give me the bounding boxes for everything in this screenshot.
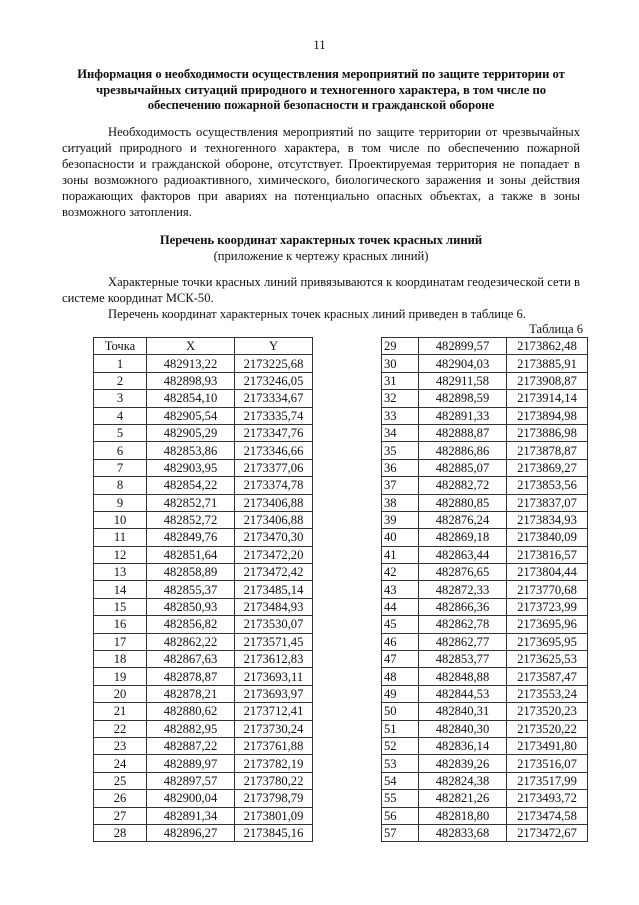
y-cell: 2173374,78 [235, 477, 313, 494]
point-cell: 34 [382, 424, 419, 441]
point-cell: 4 [94, 407, 147, 424]
point-cell: 13 [94, 564, 147, 581]
point-cell: 41 [382, 546, 419, 563]
table-row [382, 668, 588, 685]
y-cell: 2173334,67 [235, 390, 313, 407]
point-cell: 10 [94, 511, 147, 528]
y-cell: 2173571,45 [235, 633, 313, 650]
table-row [382, 633, 588, 650]
x-cell: 482887,22 [147, 737, 235, 754]
x-cell: 482866,36 [419, 598, 507, 615]
y-cell: 2173474,58 [507, 807, 588, 824]
table-row [382, 737, 588, 754]
table-row [382, 338, 588, 355]
page-number: 11 [313, 38, 326, 52]
x-cell: 482852,72 [147, 511, 235, 528]
table-row [382, 703, 588, 720]
y-cell: 2173335,74 [235, 407, 313, 424]
table-row [94, 581, 313, 598]
point-cell: 40 [382, 529, 419, 546]
table-row [94, 772, 313, 789]
point-cell: 51 [382, 720, 419, 737]
point-cell: 11 [94, 529, 147, 546]
table-row [382, 477, 588, 494]
x-cell: 482862,78 [419, 616, 507, 633]
point-cell: 21 [94, 703, 147, 720]
point-cell: 19 [94, 668, 147, 685]
table-row [382, 720, 588, 737]
table-row [382, 511, 588, 528]
x-cell: 482886,86 [419, 442, 507, 459]
x-cell: 482833,68 [419, 824, 507, 841]
x-cell: 482878,87 [147, 668, 235, 685]
table-row [94, 564, 313, 581]
y-cell: 2173804,44 [507, 564, 588, 581]
point-cell: 27 [94, 807, 147, 824]
y-cell: 2173406,88 [235, 511, 313, 528]
point-cell: 25 [94, 772, 147, 789]
x-cell: 482853,86 [147, 442, 235, 459]
table-row [94, 807, 313, 824]
x-cell: 482913,22 [147, 355, 235, 372]
table-row [382, 598, 588, 615]
table-row [382, 546, 588, 563]
table-row [94, 668, 313, 685]
y-cell: 2173493,72 [507, 790, 588, 807]
y-cell: 2173406,88 [235, 494, 313, 511]
point-cell: 30 [382, 355, 419, 372]
table-row [382, 651, 588, 668]
paragraph-text: Характерные точки красных линий привязываются к координатам геодезической сети в системе координат МСК-50. [62, 275, 580, 305]
y-cell: 2173246,05 [235, 372, 313, 389]
y-cell: 2173840,09 [507, 529, 588, 546]
x-cell: 482880,85 [419, 494, 507, 511]
point-cell: 17 [94, 633, 147, 650]
point-cell: 29 [382, 338, 419, 355]
table-row [94, 703, 313, 720]
paragraph-text: Необходимость осуществления мероприятий по защите территории от чрезвычайных ситуаций природного и техногенного характера, в том числе по обеспечению пожарной безопасности и гражданской обороне, отсутствует. Проектируемая территория не попадает в зоны возможного радиоактивного, химического, биологического заражения и зоны действия поражающих факторов при авариях на потенциально опасных объектах, а также в зоны возможного затопления. [62, 125, 580, 219]
y-cell: 2173837,07 [507, 494, 588, 511]
x-cell: 482891,34 [147, 807, 235, 824]
table-row [382, 372, 588, 389]
x-cell: 482872,33 [419, 581, 507, 598]
y-cell: 2173834,93 [507, 511, 588, 528]
x-cell: 482852,71 [147, 494, 235, 511]
x-cell: 482896,27 [147, 824, 235, 841]
table-row [382, 424, 588, 441]
table-row [382, 581, 588, 598]
point-cell: 37 [382, 477, 419, 494]
x-cell: 482899,57 [419, 338, 507, 355]
table-row [94, 407, 313, 424]
y-cell: 2173346,66 [235, 442, 313, 459]
x-cell: 482856,82 [147, 616, 235, 633]
table-row [382, 494, 588, 511]
x-cell: 482905,29 [147, 424, 235, 441]
y-cell: 2173908,87 [507, 372, 588, 389]
point-cell: 52 [382, 737, 419, 754]
x-cell: 482862,22 [147, 633, 235, 650]
y-cell: 2173517,99 [507, 772, 588, 789]
x-cell: 482888,87 [419, 424, 507, 441]
x-cell: 482850,93 [147, 598, 235, 615]
y-cell: 2173780,22 [235, 772, 313, 789]
y-cell: 2173625,53 [507, 651, 588, 668]
y-cell: 2173782,19 [235, 755, 313, 772]
y-cell: 2173491,80 [507, 737, 588, 754]
y-cell: 2173516,07 [507, 755, 588, 772]
table-row [94, 651, 313, 668]
point-cell: 24 [94, 755, 147, 772]
x-cell: 482836,14 [419, 737, 507, 754]
x-cell: 482898,93 [147, 372, 235, 389]
table-row [382, 529, 588, 546]
section-title: Информация о необходимости осуществления мероприятий по защите территории от чрезвычайных ситуаций природного и техногенного характера, в том числе по обеспечению пожарной безопасности и гражданской обороне [77, 67, 565, 113]
y-cell: 2173377,06 [235, 459, 313, 476]
point-cell: 47 [382, 651, 419, 668]
y-cell: 2173347,76 [235, 424, 313, 441]
coordinates-table-right [381, 337, 588, 842]
x-cell: 482878,21 [147, 685, 235, 702]
y-cell: 2173470,30 [235, 529, 313, 546]
y-cell: 2173472,67 [507, 824, 588, 841]
paragraph-text: Перечень координат характерных точек красных линий приведен в таблице 6. [108, 307, 526, 321]
table-caption: Таблица 6 [529, 322, 583, 336]
x-cell: 482869,18 [419, 529, 507, 546]
x-cell: 482891,33 [419, 407, 507, 424]
y-cell: 2173485,14 [235, 581, 313, 598]
point-cell: 55 [382, 790, 419, 807]
point-cell: 32 [382, 390, 419, 407]
y-cell: 2173587,47 [507, 668, 588, 685]
table-row [382, 755, 588, 772]
point-cell: 36 [382, 459, 419, 476]
x-cell: 482848,88 [419, 668, 507, 685]
x-cell: 482853,77 [419, 651, 507, 668]
column-header: X [147, 338, 235, 355]
table-row [94, 442, 313, 459]
y-cell: 2173862,48 [507, 338, 588, 355]
x-cell: 482849,76 [147, 529, 235, 546]
y-cell: 2173693,97 [235, 685, 313, 702]
point-cell: 6 [94, 442, 147, 459]
x-cell: 482840,31 [419, 703, 507, 720]
point-cell: 3 [94, 390, 147, 407]
table-row [94, 372, 313, 389]
x-cell: 482897,57 [147, 772, 235, 789]
point-cell: 50 [382, 703, 419, 720]
table-row [94, 546, 313, 563]
point-cell: 28 [94, 824, 147, 841]
point-cell: 45 [382, 616, 419, 633]
table-row [382, 564, 588, 581]
point-cell: 2 [94, 372, 147, 389]
point-cell: 12 [94, 546, 147, 563]
point-cell: 53 [382, 755, 419, 772]
point-cell: 23 [94, 737, 147, 754]
x-cell: 482818,80 [419, 807, 507, 824]
table-row [94, 424, 313, 441]
y-cell: 2173886,98 [507, 424, 588, 441]
table-row [382, 355, 588, 372]
x-cell: 482854,22 [147, 477, 235, 494]
table-row [382, 685, 588, 702]
point-cell: 18 [94, 651, 147, 668]
table-row [382, 824, 588, 841]
table-row [94, 598, 313, 615]
table-row [94, 616, 313, 633]
x-cell: 482862,77 [419, 633, 507, 650]
point-cell: 42 [382, 564, 419, 581]
y-cell: 2173798,79 [235, 790, 313, 807]
table-row [382, 390, 588, 407]
x-cell: 482882,95 [147, 720, 235, 737]
table-row [94, 355, 313, 372]
point-cell: 1 [94, 355, 147, 372]
x-cell: 482839,26 [419, 755, 507, 772]
y-cell: 2173894,98 [507, 407, 588, 424]
y-cell: 2173225,68 [235, 355, 313, 372]
subtitle: Перечень координат характерных точек красных линий [159, 233, 483, 247]
x-cell: 482903,95 [147, 459, 235, 476]
table-row [382, 407, 588, 424]
x-cell: 482905,54 [147, 407, 235, 424]
point-cell: 54 [382, 772, 419, 789]
point-cell: 33 [382, 407, 419, 424]
y-cell: 2173472,20 [235, 546, 313, 563]
table-row [94, 755, 313, 772]
point-cell: 26 [94, 790, 147, 807]
table-row [382, 772, 588, 789]
x-cell: 482821,26 [419, 790, 507, 807]
x-cell: 482889,97 [147, 755, 235, 772]
x-cell: 482898,59 [419, 390, 507, 407]
x-cell: 482854,10 [147, 390, 235, 407]
y-cell: 2173553,24 [507, 685, 588, 702]
column-header: Y [235, 338, 313, 355]
table-row [94, 529, 313, 546]
point-cell: 20 [94, 685, 147, 702]
y-cell: 2173695,95 [507, 633, 588, 650]
table-row [94, 824, 313, 841]
x-cell: 482904,03 [419, 355, 507, 372]
y-cell: 2173723,99 [507, 598, 588, 615]
point-cell: 8 [94, 477, 147, 494]
subsection-heading [62, 233, 580, 264]
y-cell: 2173530,07 [235, 616, 313, 633]
point-cell: 16 [94, 616, 147, 633]
point-cell: 22 [94, 720, 147, 737]
column-header: Точка [94, 338, 147, 355]
x-cell: 482882,72 [419, 477, 507, 494]
x-cell: 482858,89 [147, 564, 235, 581]
y-cell: 2173520,23 [507, 703, 588, 720]
point-cell: 57 [382, 824, 419, 841]
point-cell: 9 [94, 494, 147, 511]
table-row [382, 442, 588, 459]
y-cell: 2173801,09 [235, 807, 313, 824]
y-cell: 2173612,83 [235, 651, 313, 668]
y-cell: 2173730,24 [235, 720, 313, 737]
point-cell: 38 [382, 494, 419, 511]
table-row [382, 459, 588, 476]
point-cell: 39 [382, 511, 419, 528]
x-cell: 482876,24 [419, 511, 507, 528]
x-cell: 482844,53 [419, 685, 507, 702]
paragraph-table-ref [62, 306, 580, 322]
paragraph-emergency-info [62, 124, 580, 220]
x-cell: 482851,64 [147, 546, 235, 563]
y-cell: 2173853,56 [507, 477, 588, 494]
y-cell: 2173770,68 [507, 581, 588, 598]
coordinates-table-left [93, 337, 313, 842]
paragraph-coordinate-system [62, 274, 580, 306]
y-cell: 2173484,93 [235, 598, 313, 615]
x-cell: 482824,38 [419, 772, 507, 789]
table-row [94, 511, 313, 528]
table-row [94, 633, 313, 650]
y-cell: 2173816,57 [507, 546, 588, 563]
x-cell: 482911,58 [419, 372, 507, 389]
point-cell: 5 [94, 424, 147, 441]
point-cell: 46 [382, 633, 419, 650]
y-cell: 2173845,16 [235, 824, 313, 841]
y-cell: 2173695,96 [507, 616, 588, 633]
table-row [94, 685, 313, 702]
table-row [94, 720, 313, 737]
y-cell: 2173914,14 [507, 390, 588, 407]
table-row [94, 477, 313, 494]
y-cell: 2173693,11 [235, 668, 313, 685]
point-cell: 48 [382, 668, 419, 685]
table-header-row [94, 338, 313, 355]
table-row [94, 494, 313, 511]
x-cell: 482867,63 [147, 651, 235, 668]
point-cell: 44 [382, 598, 419, 615]
y-cell: 2173520,22 [507, 720, 588, 737]
x-cell: 482880,62 [147, 703, 235, 720]
y-cell: 2173761,88 [235, 737, 313, 754]
subtitle-note: (приложение к чертежу красных линий) [213, 248, 429, 263]
table-row [94, 390, 313, 407]
table-row [94, 790, 313, 807]
y-cell: 2173885,91 [507, 355, 588, 372]
point-cell: 43 [382, 581, 419, 598]
x-cell: 482900,04 [147, 790, 235, 807]
table-row [382, 807, 588, 824]
x-cell: 482855,37 [147, 581, 235, 598]
point-cell: 31 [382, 372, 419, 389]
y-cell: 2173878,87 [507, 442, 588, 459]
y-cell: 2173869,27 [507, 459, 588, 476]
x-cell: 482863,44 [419, 546, 507, 563]
point-cell: 56 [382, 807, 419, 824]
table-row [94, 459, 313, 476]
point-cell: 7 [94, 459, 147, 476]
point-cell: 49 [382, 685, 419, 702]
point-cell: 35 [382, 442, 419, 459]
x-cell: 482885,07 [419, 459, 507, 476]
point-cell: 14 [94, 581, 147, 598]
table-row [94, 737, 313, 754]
table-row [382, 616, 588, 633]
y-cell: 2173472,42 [235, 564, 313, 581]
point-cell: 15 [94, 598, 147, 615]
x-cell: 482876,65 [419, 564, 507, 581]
table-row [382, 790, 588, 807]
x-cell: 482840,30 [419, 720, 507, 737]
y-cell: 2173712,41 [235, 703, 313, 720]
